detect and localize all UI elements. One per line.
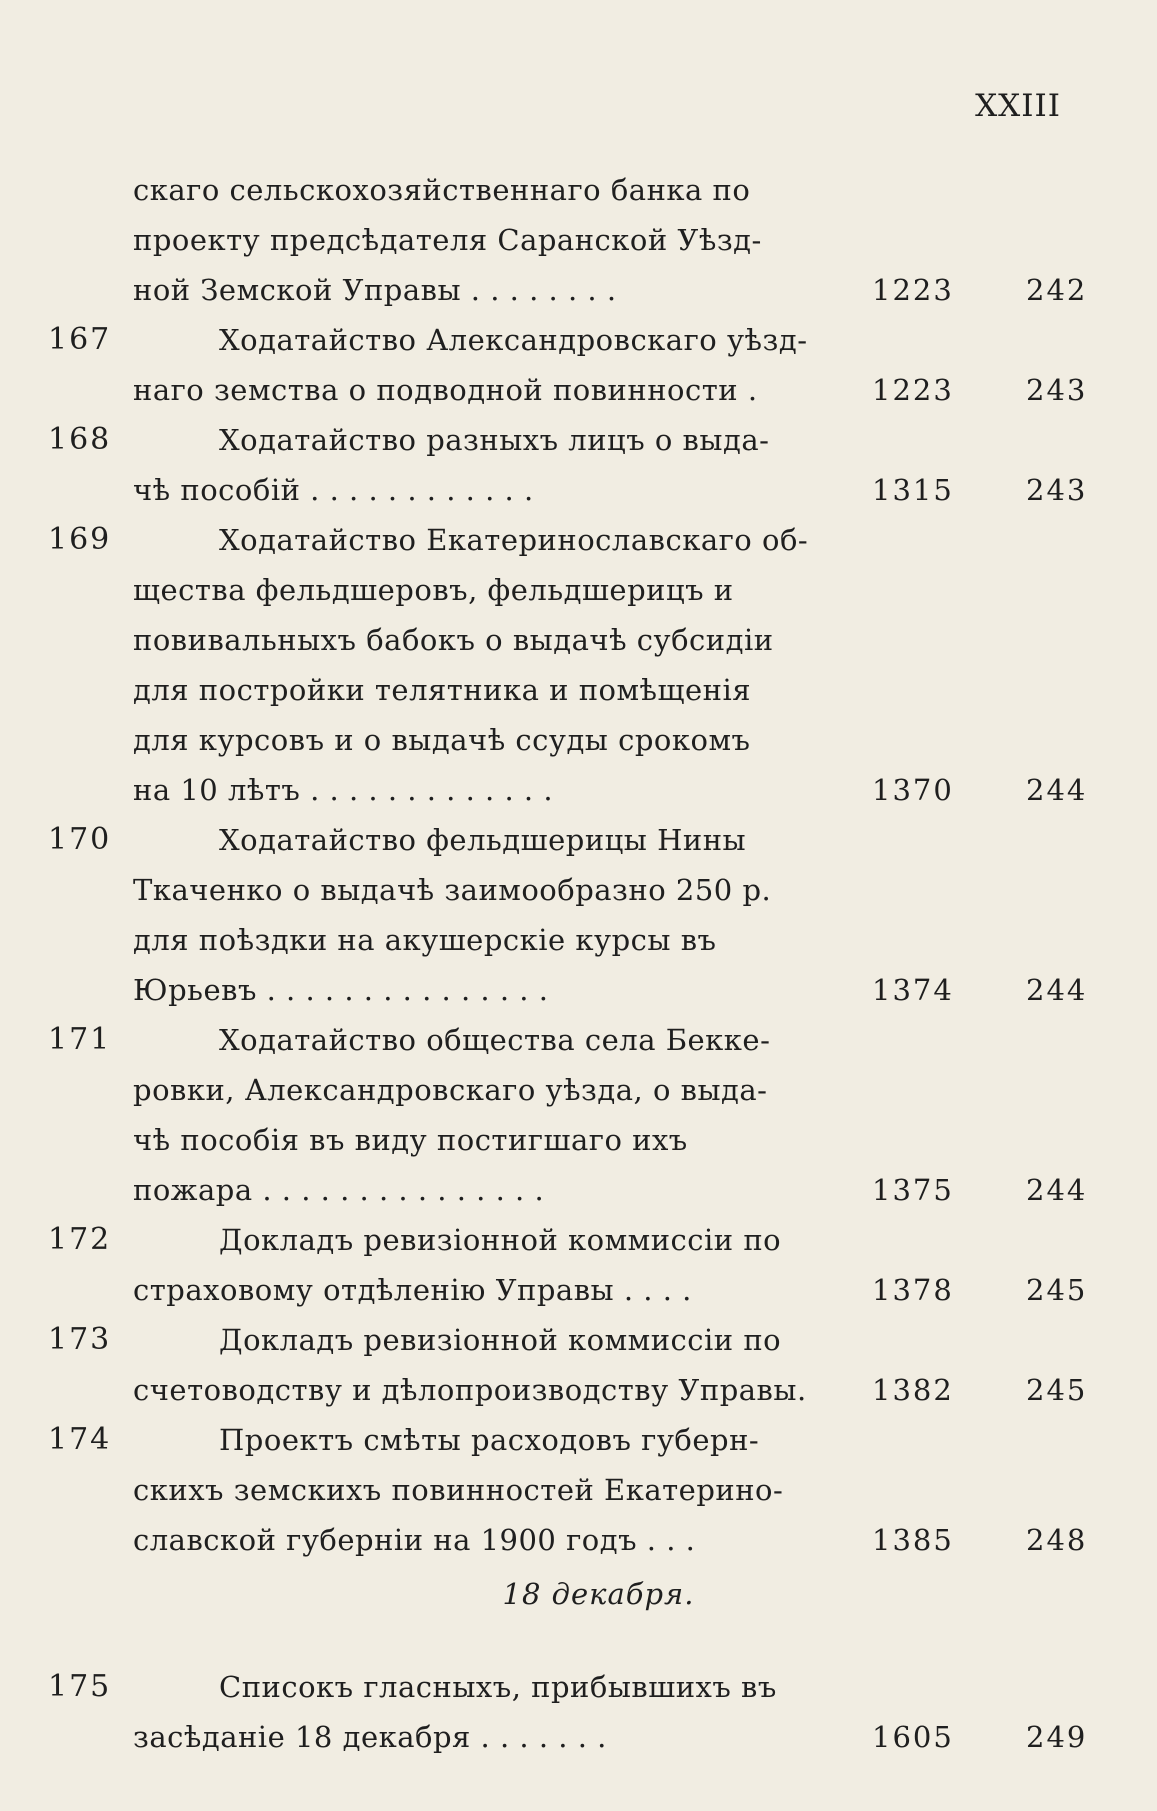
entries-list-after <box>0 1662 1157 1762</box>
table-row <box>0 1415 1157 1565</box>
page-ref: 1370 <box>872 773 954 807</box>
page-ref: 1223 <box>872 273 954 307</box>
entry-text-line: счетоводству и дѣлопроизводству Управы. <box>133 1373 807 1407</box>
table-row <box>0 515 1157 815</box>
entry-text-line: чѣ пособій . . . . . . . . . . . . <box>133 473 534 507</box>
entry-text-line: повивальныхъ бабокъ о выдачѣ субсидіи <box>133 623 774 657</box>
table-row <box>0 1662 1157 1762</box>
entry-text-line: ной Земской Управы . . . . . . . . <box>133 273 617 307</box>
entry-text-line: Ходатайство общества села Бекке- <box>219 1023 771 1057</box>
entry-text-line: проекту предсѣдателя Саранской Уѣзд- <box>133 223 762 257</box>
page-ref: 1223 <box>872 373 954 407</box>
entry-text-line: для поѣздки на акушерскіе курсы въ <box>133 923 717 957</box>
table-row <box>0 165 1157 315</box>
entry-text-line: Ткаченко о выдачѣ заимообразно 250 р. <box>133 873 772 907</box>
page-ref: 1605 <box>872 1720 954 1754</box>
table-row <box>0 815 1157 1015</box>
item-ref: 244 <box>1026 1173 1088 1207</box>
entry-number: 170 <box>48 822 112 857</box>
entry-text-line: Ходатайство Екатеринославскаго об- <box>219 523 809 557</box>
table-row <box>0 415 1157 515</box>
item-ref: 243 <box>1026 473 1088 507</box>
entries-list <box>0 165 1157 1565</box>
entry-text-line: засѣданіе 18 декабря . . . . . . . <box>133 1720 607 1754</box>
page-ref: 1382 <box>872 1373 954 1407</box>
entry-number: 169 <box>48 522 112 557</box>
table-row <box>0 1315 1157 1415</box>
entry-text-line: Проектъ смѣты расходовъ губерн- <box>219 1423 760 1457</box>
table-row <box>0 315 1157 415</box>
entry-number: 174 <box>48 1422 112 1457</box>
entry-text-line: скаго сельскохозяйственнаго банка по <box>133 173 751 207</box>
entry-number: 171 <box>48 1022 112 1057</box>
item-ref: 242 <box>1026 273 1088 307</box>
item-ref: 243 <box>1026 373 1088 407</box>
table-row <box>0 1015 1157 1215</box>
entry-text-line: Докладъ ревизіонной коммиссіи по <box>219 1323 782 1357</box>
item-ref: 248 <box>1026 1523 1088 1557</box>
date-heading: 18 декабря. <box>502 1577 695 1611</box>
entry-number: 172 <box>48 1222 112 1257</box>
table-row <box>0 1215 1157 1315</box>
entry-text-line: славской губерніи на 1900 годъ . . . <box>133 1523 696 1557</box>
page-ref: 1385 <box>872 1523 954 1557</box>
entry-number: 175 <box>48 1669 112 1704</box>
entry-text-line: Юрьевъ . . . . . . . . . . . . . . . <box>133 973 549 1007</box>
entry-text-line: Ходатайство разныхъ лицъ о выда- <box>219 423 770 457</box>
entry-text-line: Ходатайство Александровскаго уѣзд- <box>219 323 808 357</box>
item-ref: 245 <box>1026 1373 1088 1407</box>
page-ref: 1375 <box>872 1173 954 1207</box>
entry-text-line: скихъ земскихъ повинностей Екатерино- <box>133 1473 784 1507</box>
entry-text-line: щества фельдшеровъ, фельдшерицъ и <box>133 573 734 607</box>
page-ref: 1315 <box>872 473 954 507</box>
entry-text-line: для курсовъ и о выдачѣ ссуды срокомъ <box>133 723 751 757</box>
entry-text-line: наго земства о подводной повинности . <box>133 373 758 407</box>
entry-number: 173 <box>48 1322 112 1357</box>
entry-text-line: пожара . . . . . . . . . . . . . . . <box>133 1173 545 1207</box>
page-number: XXIII <box>975 88 1061 124</box>
entry-text-line: ровки, Александровскаго уѣзда, о выда- <box>133 1073 768 1107</box>
entry-text-line: чѣ пособія въ виду постигшаго ихъ <box>133 1123 688 1157</box>
entry-text-line: Докладъ ревизіонной коммиссіи по <box>219 1223 782 1257</box>
entry-number: 167 <box>48 322 112 357</box>
item-ref: 244 <box>1026 973 1088 1007</box>
item-ref: 245 <box>1026 1273 1088 1307</box>
entry-number: 168 <box>48 422 112 457</box>
entry-text-line: Ходатайство фельдшерицы Нины <box>219 823 747 857</box>
entry-text-line: страховому отдѣленію Управы . . . . <box>133 1273 692 1307</box>
item-ref: 249 <box>1026 1720 1088 1754</box>
entry-text-line: для постройки телятника и помѣщенія <box>133 673 752 707</box>
item-ref: 244 <box>1026 773 1088 807</box>
entry-text-line: Списокъ гласныхъ, прибывшихъ въ <box>219 1670 777 1704</box>
page-ref: 1378 <box>872 1273 954 1307</box>
entry-text-line: на 10 лѣтъ . . . . . . . . . . . . . <box>133 773 554 807</box>
page-ref: 1374 <box>872 973 954 1007</box>
